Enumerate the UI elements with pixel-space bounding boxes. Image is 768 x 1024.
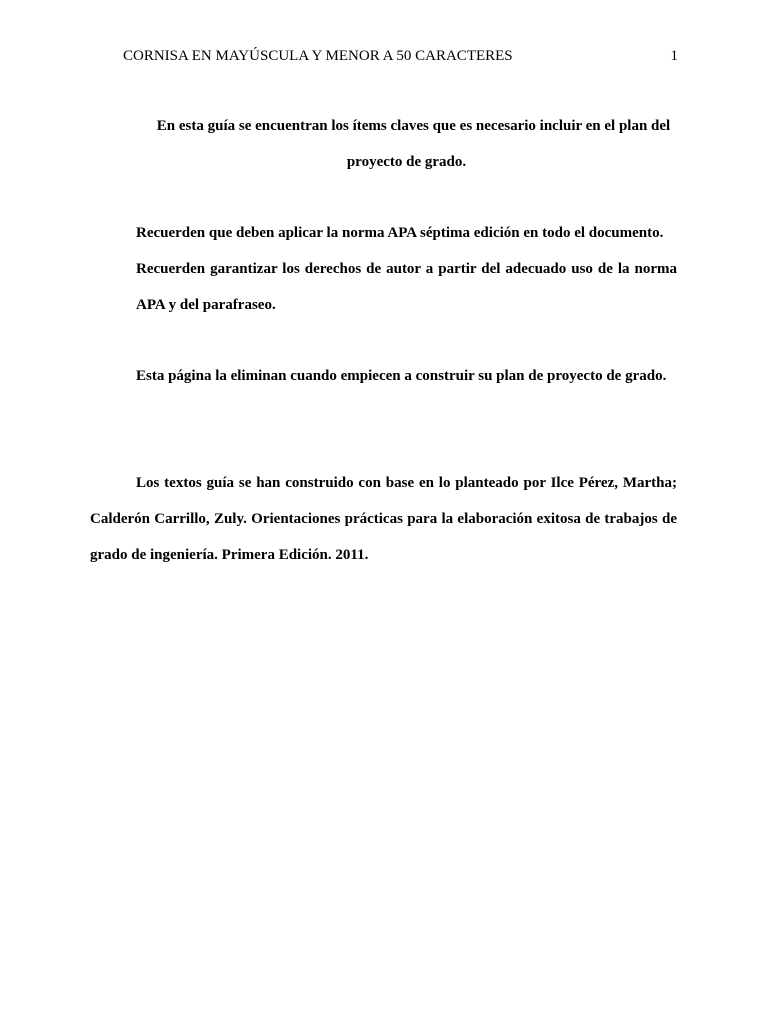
running-head: CORNISA EN MAYÚSCULA Y MENOR A 50 CARACTERES bbox=[123, 48, 513, 64]
page-number: 1 bbox=[670, 48, 678, 64]
remove-notice-paragraph: Esta página la eliminan cuando empiecen a construir su plan de proyecto de grado. bbox=[136, 368, 667, 384]
page-header bbox=[123, 46, 678, 66]
apa-notice-paragraph: Recuerden que deben aplicar la norma APA séptima edición en todo el documento. bbox=[136, 225, 664, 241]
intro-paragraph: En esta guía se encuentran los ítems claves que es necesario incluir en el plan del proyecto de grado. bbox=[156, 118, 671, 170]
rights-notice-paragraph: Recuerden garantizar los derechos de autor a partir del adecuado uso de la norma APA y del parafraseo. bbox=[136, 261, 677, 313]
source-note-paragraph: Los textos guía se han construido con base en lo planteado por Ilce Pérez, Martha; Calderón Carrillo, Zuly. Orientaciones prácticas para la elaboración exitosa de trabajos de grado de ingeniería. Primera Edición. 2011. bbox=[90, 475, 677, 563]
